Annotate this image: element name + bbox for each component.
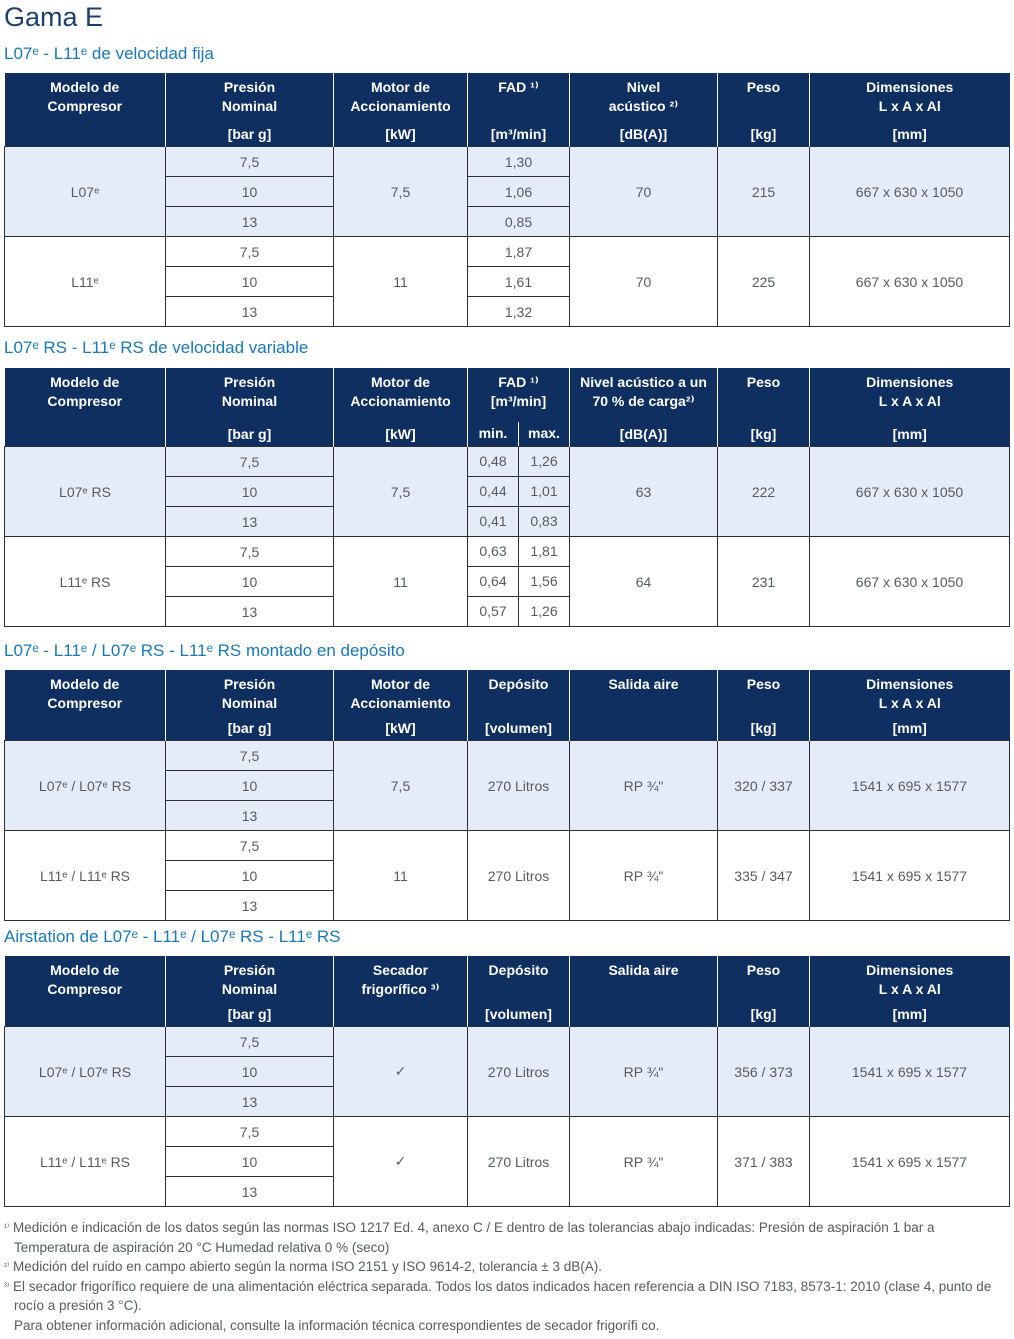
column-header bbox=[334, 73, 468, 147]
section-title: L07ᵉ RS - L11ᵉ RS de velocidad variable bbox=[4, 338, 309, 357]
header-row bbox=[5, 73, 1010, 147]
model-group bbox=[5, 1117, 1010, 1207]
table-row bbox=[5, 831, 1010, 861]
pressure-cell: 7,5 bbox=[166, 447, 334, 477]
header-label: Presión Nominal bbox=[221, 962, 278, 997]
header-cell bbox=[334, 368, 467, 446]
fad-range-cell bbox=[468, 537, 570, 567]
header-label: Presión Nominal bbox=[221, 79, 278, 114]
column-header bbox=[810, 368, 1010, 447]
fad-range-cell bbox=[468, 447, 570, 477]
header-unit: [kW] bbox=[385, 426, 416, 442]
tank-cell: 270 Litros bbox=[468, 831, 570, 921]
header-label: Dimensiones L x A x Al bbox=[866, 962, 954, 997]
pressure-cell: 13 bbox=[166, 507, 334, 537]
column-header bbox=[5, 73, 166, 147]
fad-cell: 1,32 bbox=[468, 297, 570, 327]
column-header bbox=[570, 368, 718, 447]
column-header bbox=[166, 670, 334, 741]
model-cell: L11ᵉ bbox=[5, 237, 166, 327]
header-label: Nivel acústico a un 70 % de carga²⁾ bbox=[580, 374, 707, 409]
page-title: Gama E bbox=[4, 2, 104, 32]
header-label: Depósito bbox=[488, 676, 549, 692]
header-label: Secador frigorífico ³⁾ bbox=[361, 962, 440, 997]
pressure-cell: 7,5 bbox=[166, 741, 334, 771]
noise-cell: 70 bbox=[570, 147, 718, 237]
column-header bbox=[718, 956, 810, 1027]
header-unit: [mm] bbox=[892, 426, 927, 442]
header-label: Dimensiones L x A x Al bbox=[866, 374, 954, 409]
column-header bbox=[5, 368, 166, 447]
column-header bbox=[570, 956, 718, 1027]
header-cell bbox=[810, 368, 1010, 446]
weight-cell: 215 bbox=[718, 147, 810, 237]
header-label: FAD ¹⁾ [m³/min] bbox=[490, 374, 547, 409]
column-header bbox=[166, 956, 334, 1027]
weight-cell: 371 / 383 bbox=[718, 1117, 810, 1207]
header-cell bbox=[810, 670, 1010, 740]
fad-cell: 0,85 bbox=[468, 207, 570, 237]
motor-cell: 7,5 bbox=[334, 447, 468, 537]
header-cell bbox=[166, 73, 333, 146]
pressure-cell: 7,5 bbox=[166, 1117, 334, 1147]
model-group bbox=[5, 741, 1010, 831]
header-row bbox=[5, 670, 1010, 741]
fad-cell: 1,61 bbox=[468, 267, 570, 297]
pressure-cell: 7,5 bbox=[166, 147, 334, 177]
fad-max-value: 0,83 bbox=[518, 507, 569, 536]
column-header bbox=[570, 73, 718, 147]
pressure-cell: 13 bbox=[166, 1087, 334, 1117]
header-cell bbox=[5, 73, 166, 146]
header-cell bbox=[5, 368, 166, 446]
section-title: L07ᵉ - L11ᵉ / L07ᵉ RS - L11ᵉ RS montado en depósito bbox=[4, 641, 405, 660]
fad-min-value: 0,44 bbox=[479, 483, 507, 499]
header-unit: [bar g] bbox=[227, 126, 272, 142]
section-title: Airstation de L07ᵉ - L11ᵉ / L07ᵉ RS - L11ᵉ RS bbox=[4, 927, 341, 946]
fad-max-value: 1,81 bbox=[518, 537, 569, 566]
noise-cell: 63 bbox=[570, 447, 718, 537]
header-unit: [kg] bbox=[750, 426, 777, 442]
column-header bbox=[166, 73, 334, 147]
header-unit: [kW] bbox=[385, 126, 416, 142]
table-row bbox=[5, 1027, 1010, 1057]
header-label: Motor de Accionamiento bbox=[350, 374, 451, 409]
header-unit: [mm] bbox=[892, 126, 927, 142]
header-unit: [kg] bbox=[750, 1006, 777, 1022]
footnote-2: $^{^{2)}}$ Medición del ruido en campo abierto según la norma ISO 2151 y ISO 9614-2, tolerancia ± 3 dB(A). bbox=[4, 1259, 602, 1274]
header-cell bbox=[334, 670, 467, 740]
fad-max-value: 1,01 bbox=[518, 477, 569, 506]
model-cell: L07ᵉ RS bbox=[5, 447, 166, 537]
header-label: Motor de Accionamiento bbox=[350, 79, 451, 114]
model-group bbox=[5, 1027, 1010, 1117]
fad-range-cell bbox=[468, 507, 570, 537]
pressure-cell: 7,5 bbox=[166, 237, 334, 267]
column-header bbox=[810, 670, 1010, 741]
footnote-extra: Para obtener información adicional, consulte la información técnica correspondientes de secador frigorífi co. bbox=[14, 1317, 660, 1333]
pressure-cell: 13 bbox=[166, 597, 334, 627]
header-label: Peso bbox=[746, 79, 781, 95]
column-header bbox=[810, 73, 1010, 147]
tank-cell: 270 Litros bbox=[468, 1117, 570, 1207]
dimensions-cell: 1541 x 695 x 1577 bbox=[810, 741, 1010, 831]
header-unit: [bar g] bbox=[227, 1006, 272, 1022]
model-cell: L11ᵉ RS bbox=[5, 537, 166, 627]
header-cell bbox=[570, 368, 717, 446]
header-row bbox=[5, 368, 1010, 447]
footnote-3: $^{^{3)}}$ El secador frigorífico requiere de una alimentación eléctrica separada. Todos los datos indicados hacen referencia a DIN ISO 7183, 8573-1: 2010 (clase 4, punto de rocío a presión 3 °C). bbox=[4, 1278, 992, 1313]
column-header bbox=[468, 670, 570, 741]
header-cell bbox=[468, 670, 569, 740]
header-label: Modelo de Compresor bbox=[47, 374, 123, 409]
header-cell bbox=[810, 73, 1010, 146]
fad-range-cell bbox=[468, 597, 570, 627]
dimensions-cell: 667 x 630 x 1050 bbox=[810, 447, 1010, 537]
model-group bbox=[5, 447, 1010, 537]
header-unit: [bar g] bbox=[227, 720, 272, 736]
fad-sub-label: max. bbox=[518, 422, 569, 446]
outlet-cell: RP ¾" bbox=[570, 1117, 718, 1207]
fad-max-value: 1,26 bbox=[518, 597, 569, 626]
dimensions-cell: 667 x 630 x 1050 bbox=[810, 237, 1010, 327]
fad-max-value: 1,56 bbox=[518, 567, 569, 596]
column-header bbox=[718, 670, 810, 741]
tank-cell: 270 Litros bbox=[468, 741, 570, 831]
pressure-cell: 7,5 bbox=[166, 537, 334, 567]
header-row bbox=[5, 956, 1010, 1027]
weight-cell: 222 bbox=[718, 447, 810, 537]
dimensions-cell: 667 x 630 x 1050 bbox=[810, 537, 1010, 627]
header-unit: [kg] bbox=[750, 720, 777, 736]
table-row bbox=[5, 537, 1010, 567]
header-cell bbox=[334, 956, 467, 1026]
column-header bbox=[334, 956, 468, 1027]
fad-cell: 1,30 bbox=[468, 147, 570, 177]
tank-cell: 270 Litros bbox=[468, 1027, 570, 1117]
header-cell bbox=[334, 73, 467, 146]
table-row bbox=[5, 1117, 1010, 1147]
weight-cell: 225 bbox=[718, 237, 810, 327]
header-cell bbox=[5, 956, 166, 1026]
header-label: Depósito bbox=[488, 962, 549, 978]
header-cell bbox=[468, 73, 569, 146]
header-unit: [dB(A)] bbox=[619, 126, 668, 142]
pressure-cell: 10 bbox=[166, 1147, 334, 1177]
pressure-cell: 10 bbox=[166, 177, 334, 207]
dimensions-cell: 1541 x 695 x 1577 bbox=[810, 1117, 1010, 1207]
model-group bbox=[5, 147, 1010, 237]
motor-cell: 11 bbox=[334, 831, 468, 921]
column-header bbox=[570, 670, 718, 741]
noise-cell: 70 bbox=[570, 237, 718, 327]
model-group bbox=[5, 831, 1010, 921]
header-unit: [volumen] bbox=[485, 1006, 552, 1022]
fad-min-value: 0,64 bbox=[479, 573, 507, 589]
header-label: Dimensiones L x A x Al bbox=[866, 676, 954, 711]
motor-cell: 11 bbox=[334, 537, 468, 627]
fad-cell: 1,06 bbox=[468, 177, 570, 207]
fad-cell: 1,87 bbox=[468, 237, 570, 267]
header-cell bbox=[718, 73, 809, 146]
dryer-check-cell: ✓ bbox=[334, 1117, 468, 1207]
weight-cell: 335 / 347 bbox=[718, 831, 810, 921]
header-unit: [dB(A)] bbox=[619, 426, 668, 442]
header-cell bbox=[468, 368, 569, 446]
header-label: FAD ¹⁾ bbox=[498, 79, 539, 95]
header-unit: [kW] bbox=[385, 720, 416, 736]
header-label: Dimensiones L x A x Al bbox=[866, 79, 954, 114]
pressure-cell: 10 bbox=[166, 861, 334, 891]
motor-cell: 7,5 bbox=[334, 147, 468, 237]
header-cell bbox=[718, 956, 809, 1026]
column-header bbox=[468, 368, 570, 447]
header-unit: [volumen] bbox=[485, 720, 552, 736]
header-label: Motor de Accionamiento bbox=[350, 676, 451, 711]
model-group bbox=[5, 237, 1010, 327]
header-unit: [m³/min] bbox=[490, 126, 547, 142]
spec-table bbox=[4, 670, 1010, 921]
header-label: Peso bbox=[746, 676, 781, 692]
spec-table bbox=[4, 956, 1010, 1207]
model-cell: L07ᵉ bbox=[5, 147, 166, 237]
header-label: Modelo de Compresor bbox=[47, 79, 123, 114]
header-label: Presión Nominal bbox=[221, 676, 278, 711]
header-label: Peso bbox=[746, 374, 781, 390]
header-cell bbox=[570, 956, 717, 1026]
pressure-cell: 10 bbox=[166, 477, 334, 507]
pressure-cell: 7,5 bbox=[166, 1027, 334, 1057]
header-unit: [mm] bbox=[892, 720, 927, 736]
pressure-cell: 13 bbox=[166, 207, 334, 237]
column-header bbox=[718, 368, 810, 447]
pressure-cell: 10 bbox=[166, 1057, 334, 1087]
column-header bbox=[718, 73, 810, 147]
header-cell bbox=[718, 368, 809, 446]
header-unit: [bar g] bbox=[227, 426, 272, 442]
column-header bbox=[334, 670, 468, 741]
pressure-cell: 10 bbox=[166, 567, 334, 597]
header-cell bbox=[166, 368, 333, 446]
header-label: Modelo de Compresor bbox=[47, 676, 123, 711]
header-cell bbox=[810, 956, 1010, 1026]
pressure-cell: 10 bbox=[166, 771, 334, 801]
section-title: L07ᵉ - L11ᵉ de velocidad fija bbox=[4, 44, 214, 63]
table-row bbox=[5, 741, 1010, 771]
dimensions-cell: 667 x 630 x 1050 bbox=[810, 147, 1010, 237]
model-cell: L11ᵉ / L11ᵉ RS bbox=[5, 831, 166, 921]
column-header bbox=[166, 368, 334, 447]
table-row bbox=[5, 447, 1010, 477]
pressure-cell: 13 bbox=[166, 891, 334, 921]
header-cell bbox=[468, 956, 569, 1026]
model-cell: L07ᵉ / L07ᵉ RS bbox=[5, 1027, 166, 1117]
fad-min-value: 0,57 bbox=[479, 603, 507, 619]
pressure-cell: 13 bbox=[166, 297, 334, 327]
model-cell: L11ᵉ / L11ᵉ RS bbox=[5, 1117, 166, 1207]
pressure-cell: 10 bbox=[166, 267, 334, 297]
dimensions-cell: 1541 x 695 x 1577 bbox=[810, 1027, 1010, 1117]
table-row bbox=[5, 237, 1010, 267]
pressure-cell: 13 bbox=[166, 1177, 334, 1207]
outlet-cell: RP ¾" bbox=[570, 741, 718, 831]
header-label: Salida aire bbox=[608, 676, 679, 692]
fad-range-cell bbox=[468, 567, 570, 597]
spec-table bbox=[4, 73, 1010, 327]
fad-min-value: 0,41 bbox=[479, 513, 507, 529]
pressure-cell: 13 bbox=[166, 801, 334, 831]
fad-min-value: 0,48 bbox=[479, 453, 507, 469]
weight-cell: 356 / 373 bbox=[718, 1027, 810, 1117]
model-cell: L07ᵉ / L07ᵉ RS bbox=[5, 741, 166, 831]
outlet-cell: RP ¾" bbox=[570, 1027, 718, 1117]
column-header bbox=[810, 956, 1010, 1027]
header-unit: [mm] bbox=[892, 1006, 927, 1022]
motor-cell: 11 bbox=[334, 237, 468, 327]
header-cell bbox=[5, 670, 166, 740]
fad-range-cell bbox=[468, 477, 570, 507]
header-cell bbox=[166, 956, 333, 1026]
fad-sub-label: min. bbox=[478, 425, 508, 441]
header-label: Peso bbox=[746, 962, 781, 978]
column-header bbox=[5, 670, 166, 741]
column-header bbox=[334, 368, 468, 447]
pressure-cell: 7,5 bbox=[166, 831, 334, 861]
header-label: Modelo de Compresor bbox=[47, 962, 123, 997]
fad-subheader bbox=[468, 422, 569, 446]
fad-max-value: 1,26 bbox=[518, 447, 569, 476]
model-group bbox=[5, 537, 1010, 627]
header-cell bbox=[570, 73, 717, 146]
header-cell bbox=[570, 670, 717, 740]
table-row bbox=[5, 147, 1010, 177]
header-cell bbox=[166, 670, 333, 740]
footnotes bbox=[4, 1218, 1009, 1335]
header-cell bbox=[718, 670, 809, 740]
column-header bbox=[468, 956, 570, 1027]
weight-cell: 320 / 337 bbox=[718, 741, 810, 831]
dryer-check-cell: ✓ bbox=[334, 1027, 468, 1117]
header-label: Nivel acústico ²⁾ bbox=[608, 79, 679, 114]
motor-cell: 7,5 bbox=[334, 741, 468, 831]
noise-cell: 64 bbox=[570, 537, 718, 627]
column-header bbox=[5, 956, 166, 1027]
header-unit: [kg] bbox=[750, 126, 777, 142]
fad-min-value: 0,63 bbox=[479, 543, 507, 559]
outlet-cell: RP ¾" bbox=[570, 831, 718, 921]
column-header bbox=[468, 73, 570, 147]
spec-table bbox=[4, 368, 1010, 627]
footnote-1: $^{^{1)}}$ Medición e indicación de los datos según las normas ISO 1217 Ed. 4, anexo C / E dentro de las tolerancias abajo indicadas: Presión de aspiración 1 bar a Temperatura de aspiración 20 °C Humedad relativa 0 % (seco) bbox=[4, 1220, 935, 1255]
header-label: Salida aire bbox=[608, 962, 679, 978]
weight-cell: 231 bbox=[718, 537, 810, 627]
dimensions-cell: 1541 x 695 x 1577 bbox=[810, 831, 1010, 921]
header-label: Presión Nominal bbox=[221, 374, 278, 409]
